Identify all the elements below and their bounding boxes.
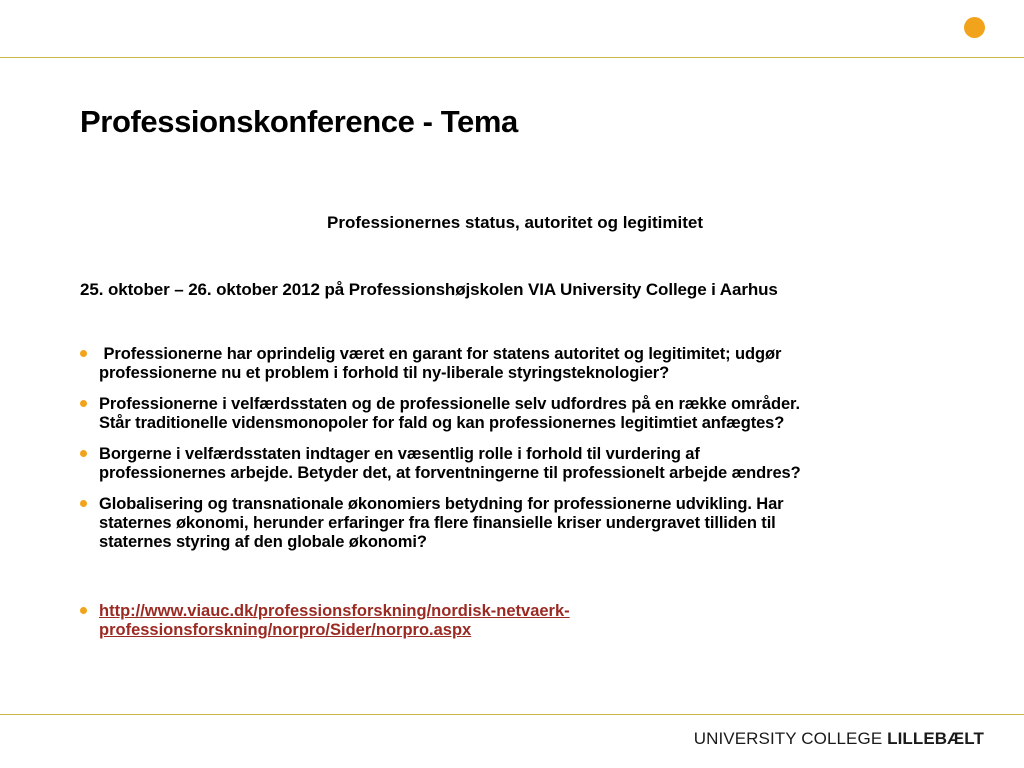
bullet-dot-icon	[80, 500, 87, 507]
list-item-line: professionernes arbejde. Betyder det, at forventningerne til professionelt arbejde ændres?	[99, 464, 801, 482]
list-item-line: staternes styring af den globale økonomi?	[99, 533, 427, 551]
logo-text-bold: LILLEBÆLT	[887, 729, 984, 748]
bullet-dot-icon	[80, 350, 87, 357]
list-item-line: professionerne nu et problem i forhold til ny-liberale styringsteknologier?	[99, 364, 670, 382]
date-line: 25. oktober – 26. oktober 2012 på Professionshøjskolen VIA University College i Aarhus	[80, 280, 778, 299]
list-item	[80, 495, 960, 552]
circle-dot-icon	[964, 17, 985, 38]
list-item	[80, 445, 960, 483]
bottom-divider	[0, 714, 1024, 715]
list-item	[80, 395, 960, 433]
bullet-dot-icon	[80, 607, 87, 614]
list-item-line: Borgerne i velfærdsstaten indtager en væsentlig rolle i forhold til vurdering af	[99, 445, 700, 463]
link-line[interactable]: professionsforskning/norpro/Sider/norpro.aspx	[99, 621, 472, 639]
bullet-dot-icon	[80, 400, 87, 407]
norpro-link[interactable]	[99, 602, 960, 640]
link-list	[80, 602, 960, 640]
link-line[interactable]: http://www.viauc.dk/professionsforskning/nordisk-netvaerk-	[99, 602, 570, 620]
list-item-line: staternes økonomi, herunder erfaringer fra flere finansielle kriser undergravet tilliden til	[99, 514, 776, 532]
top-divider	[0, 57, 1024, 58]
list-item-line: Professionerne har oprindelig været en garant for statens autoritet og legitimitet; udgør	[99, 345, 782, 363]
logo-text-light: UNIVERSITY COLLEGE	[693, 729, 888, 748]
subtitle: Professionernes status, autoritet og legitimitet	[327, 213, 703, 232]
list-item-line: Står traditionelle vidensmonopoler for fald og kan professionernes legitimtiet anfægtes?	[99, 414, 785, 432]
list-item	[80, 345, 960, 383]
list-item-line: Globalisering og transnationale økonomiers betydning for professionerne udvikling. Har	[99, 495, 784, 513]
list-item-link	[80, 602, 960, 640]
list-item-line: Professionerne i velfærdsstaten og de professionelle selv udfordres på en række områder.	[99, 395, 800, 413]
page-title: Professionskonference - Tema	[80, 104, 518, 139]
university-logo	[694, 729, 984, 749]
bullet-list	[80, 345, 960, 564]
bullet-dot-icon	[80, 450, 87, 457]
